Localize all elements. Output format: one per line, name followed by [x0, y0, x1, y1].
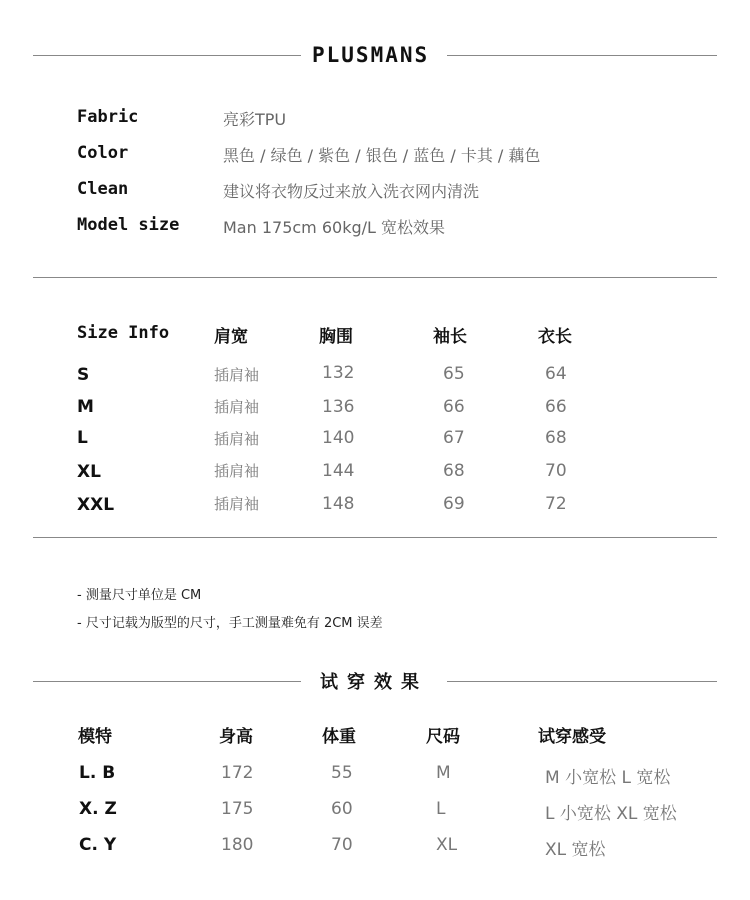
size-cell: 插肩袖: [214, 430, 260, 448]
size-header-length: 衣长: [538, 327, 572, 347]
spec-label-clean: Clean: [77, 179, 129, 199]
size-cell: 132: [322, 363, 355, 383]
fit-cell: XL: [436, 835, 458, 855]
note-unit: - 测量尺寸单位是 CM: [77, 588, 202, 603]
fit-rule-left: [33, 681, 301, 682]
divider-1: [33, 277, 717, 278]
fit-header-feeling: 试穿感受: [538, 727, 606, 747]
size-cell: 64: [545, 364, 567, 384]
header-rule-left: [33, 55, 301, 56]
size-cell: 65: [443, 364, 465, 384]
size-cell: 70: [545, 461, 567, 481]
fit-rule-right: [447, 681, 717, 682]
spec-value-color: 黑色 / 绿色 / 紫色 / 银色 / 蓝色 / 卡其 / 藕色: [223, 146, 541, 165]
fit-row-label: X. Z: [79, 799, 117, 819]
size-cell: 66: [443, 397, 465, 417]
size-header-info: Size Info: [77, 323, 170, 343]
size-cell: 72: [545, 494, 567, 514]
size-cell: 插肩袖: [214, 366, 260, 384]
size-row-label: XXL: [77, 495, 115, 515]
fit-cell: XL 宽松: [545, 840, 606, 860]
fit-header-weight: 体重: [322, 727, 356, 747]
size-cell: 68: [443, 461, 465, 481]
fit-cell: 180: [221, 835, 254, 855]
size-cell: 67: [443, 428, 465, 448]
fit-cell: 70: [331, 835, 353, 855]
size-cell: 插肩袖: [214, 462, 260, 480]
fit-cell: M: [436, 763, 451, 783]
spec-value-fabric: 亮彩TPU: [223, 110, 287, 129]
size-cell: 144: [322, 461, 355, 481]
header-rule-right: [447, 55, 717, 56]
fit-cell: M 小宽松 L 宽松: [545, 768, 671, 788]
fit-header-size: 尺码: [426, 727, 460, 747]
size-cell: 插肩袖: [214, 398, 260, 416]
fit-cell: L 小宽松 XL 宽松: [545, 804, 677, 824]
fit-cell: 60: [331, 799, 353, 819]
size-cell: 66: [545, 397, 567, 417]
fit-header-height: 身高: [219, 727, 253, 747]
size-header-sleeve: 袖长: [433, 327, 467, 347]
fit-cell: 175: [221, 799, 254, 819]
size-header-chest: 胸围: [319, 327, 353, 347]
fit-cell: 172: [221, 763, 254, 783]
spec-label-fabric: Fabric: [77, 107, 139, 127]
size-cell: 140: [322, 428, 355, 448]
size-header-shoulder: 肩宽: [214, 327, 248, 347]
size-row-label: XL: [77, 462, 101, 482]
size-cell: 68: [545, 428, 567, 448]
fit-cell: L: [436, 799, 446, 819]
spec-value-model-size: Man 175cm 60kg/L 宽松效果: [223, 218, 446, 237]
divider-2: [33, 537, 717, 538]
fit-cell: 55: [331, 763, 353, 783]
size-row-label: M: [77, 397, 94, 417]
size-cell: 69: [443, 494, 465, 514]
size-cell: 148: [322, 494, 355, 514]
fit-row-label: C. Y: [79, 835, 117, 855]
size-row-label: L: [77, 428, 88, 448]
spec-label-model-size: Model size: [77, 215, 180, 235]
spec-label-color: Color: [77, 143, 129, 163]
brand-title: PLUSMANS: [312, 43, 430, 67]
size-row-label: S: [77, 365, 90, 385]
fit-row-label: L. B: [79, 763, 116, 783]
size-cell: 插肩袖: [214, 495, 260, 513]
size-cell: 136: [322, 397, 355, 417]
note-tolerance: - 尺寸记载为版型的尺寸，手工测量难免有 2CM 误差: [77, 616, 383, 631]
spec-value-clean: 建议将衣物反过来放入洗衣网内清洗: [223, 182, 480, 201]
fit-header-model: 模特: [78, 727, 112, 747]
fit-section-title: 试穿效果: [320, 672, 428, 693]
